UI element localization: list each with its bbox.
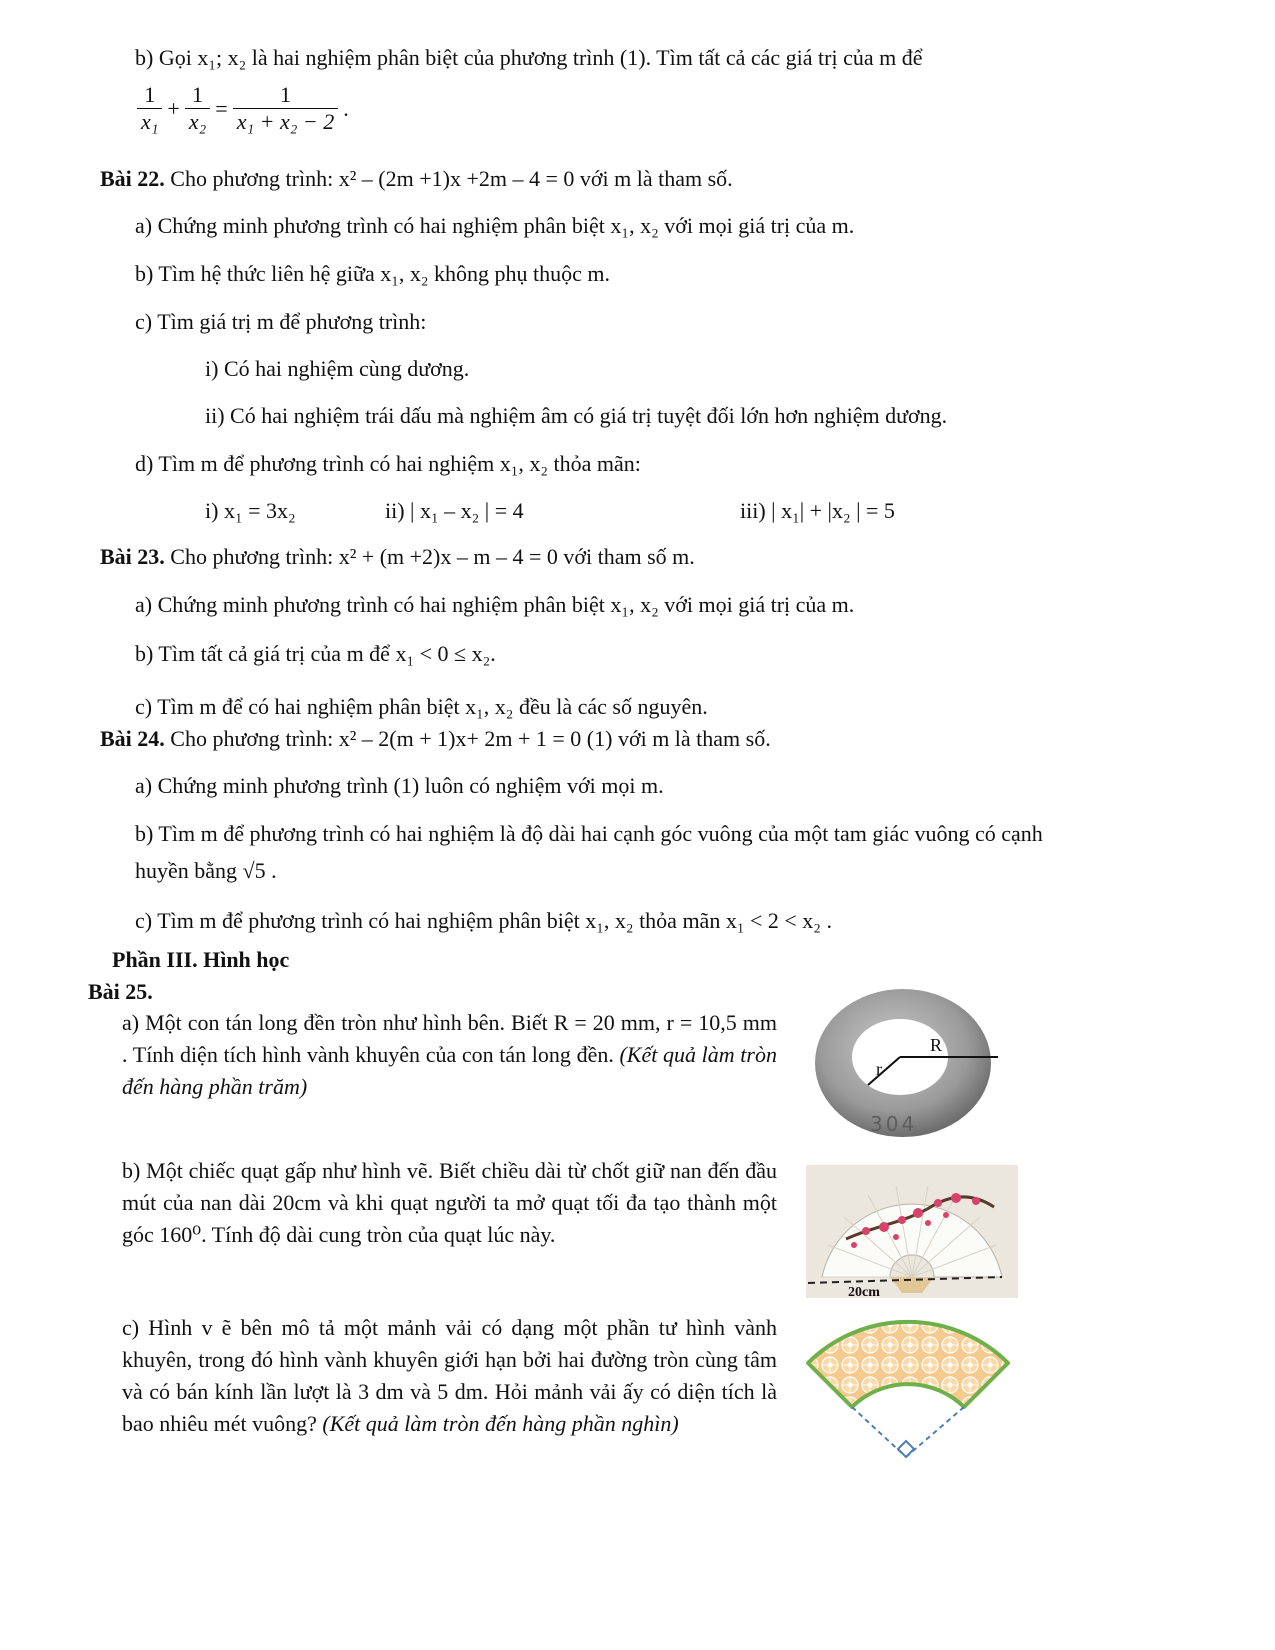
bai21-equation: $\frac{1}{\text{x₁}}$ + $\frac{1}{\text{x₂}}$ = $\frac{1}{\text{x₁ + x₂ − 2}}$ . bbox=[135, 82, 352, 135]
bai22-d-i: i) x₁ = 3x₂ bbox=[205, 498, 296, 523]
fan-length-label: 20cm bbox=[848, 1285, 880, 1298]
bai22-intro: Cho phương trình: x² – (2m +1)x +2m – 4 = 0 với m là tham số. bbox=[164, 166, 733, 191]
bai25-label: Bài 25. bbox=[88, 979, 153, 1004]
bai22-label: Bài 22. bbox=[100, 166, 165, 191]
bai21-b-line: b) Gọi x₁; x₂ là hai nghiệm phân biệt của phương trình (1). Tìm tất cả các giá trị của m để bbox=[135, 45, 923, 70]
bai22-heading bbox=[100, 165, 733, 193]
bai24-a: a) Chứng minh phương trình (1) luôn có nghiệm với mọi m. bbox=[135, 773, 664, 798]
bai23-b: b) Tìm tất cả giá trị của m để x₁ < 0 ≤ x₂. bbox=[135, 641, 496, 666]
bai23-heading bbox=[100, 543, 695, 571]
bai22-c: c) Tìm giá trị m để phương trình: bbox=[135, 309, 427, 334]
bai22-d: d) Tìm m để phương trình có hai nghiệm x₁, x₂ thỏa mãn: bbox=[135, 451, 641, 476]
bai23-intro: Cho phương trình: x² + (m +2)x – m – 4 = 0 với tham số m. bbox=[164, 544, 695, 569]
bai25-c-note: (Kết quả làm tròn đến hàng phần nghìn) bbox=[322, 1411, 679, 1436]
washer-figure bbox=[808, 985, 1008, 1145]
washer-r-label: r bbox=[876, 1059, 882, 1079]
part3-title: Phần III. Hình học bbox=[112, 947, 290, 972]
bai24-intro: Cho phương trình: x² – 2(m + 1)x+ 2m + 1 = 0 (1) với m là tham số. bbox=[164, 726, 771, 751]
bai22-c-i: i) Có hai nghiệm cùng dương. bbox=[205, 356, 470, 381]
bai25-a: a) Một con tán long đền tròn như hình bên. Biết R = 20 mm, r = 10,5 mm . Tính diện tích hình vành khuyên của con tán long đền. (Kết quả làm tròn đến hàng phần trăm) bbox=[122, 1010, 777, 1099]
bai24-c: c) Tìm m để phương trình có hai nghiệm phân biệt x₁, x₂ thỏa mãn x₁ < 2 < x₂ . bbox=[135, 908, 832, 933]
bai24-b-line2: huyền bằng √5 . bbox=[135, 858, 277, 883]
fraction-3: $\frac{1}{\text{x₁ + x₂ − 2}}$ bbox=[233, 82, 339, 135]
fabric-figure bbox=[800, 1315, 1015, 1470]
bai22-d-ii: ii) | x₁ – x₂ | = 4 bbox=[385, 498, 524, 523]
bai23-c: c) Tìm m để có hai nghiệm phân biệt x₁, x₂ đều là các số nguyên. bbox=[135, 694, 708, 719]
bai22-b: b) Tìm hệ thức liên hệ giữa x₁, x₂ không phụ thuộc m. bbox=[135, 261, 611, 286]
fabric-right-angle-mark bbox=[898, 1441, 914, 1457]
bai22-d-iii: iii) | x₁| + |x₂ | = 5 bbox=[740, 498, 895, 523]
fabric-quarter-annulus bbox=[808, 1322, 1008, 1407]
bai25-c: c) Hình v ẽ bên mô tả một mảnh vải có dạng một phần tư hình vành khuyên, trong đó hình vành khuyên giới hạn bởi hai đường tròn cùng tâm và có bán kính lần lượt là 3 dm và 5 dm. Hỏi mảnh vải ấy có diện tích là bao nhiêu mét vuông? (Kết quả làm tròn đến hàng phần nghìn) bbox=[122, 1315, 777, 1436]
bai23-label: Bài 23. bbox=[100, 544, 165, 569]
fabric-image bbox=[800, 1315, 1015, 1470]
washer-R-label: R bbox=[930, 1035, 943, 1055]
bai25-a-note: (Kết quả làm tròn đến hàng phần trăm) bbox=[122, 1042, 777, 1099]
fan-image bbox=[806, 1165, 1018, 1298]
washer-stamp: 304 bbox=[870, 1112, 918, 1136]
bai22-a: a) Chứng minh phương trình có hai nghiệm phân biệt x₁, x₂ với mọi giá trị của m. bbox=[135, 213, 855, 238]
washer-image bbox=[808, 985, 1008, 1145]
bai22-c-ii: ii) Có hai nghiệm trái dấu mà nghiệm âm có giá trị tuyệt đối lớn hơn nghiệm dương. bbox=[205, 403, 948, 428]
bai23-a: a) Chứng minh phương trình có hai nghiệm phân biệt x₁, x₂ với mọi giá trị của m. bbox=[135, 592, 855, 617]
bai24-b-line1: b) Tìm m để phương trình có hai nghiệm là độ dài hai cạnh góc vuông của một tam giác vuông có cạnh bbox=[135, 821, 1043, 846]
bai24-heading bbox=[100, 725, 771, 753]
bai25-b: b) Một chiếc quạt gấp như hình vẽ. Biết chiều dài từ chốt giữ nan đến đầu mút của nan dài 20cm và khi quạt người ta mở quạt tối đa tạo thành một góc 160⁰. Tính độ dài cung tròn của quạt lúc này. bbox=[122, 1158, 777, 1247]
bai24-label: Bài 24. bbox=[100, 726, 165, 751]
fraction-1: $\frac{1}{\text{x₁}}$ bbox=[137, 82, 162, 135]
fraction-2: $\frac{1}{\text{x₂}}$ bbox=[185, 82, 210, 135]
fan-figure bbox=[806, 1165, 1018, 1298]
